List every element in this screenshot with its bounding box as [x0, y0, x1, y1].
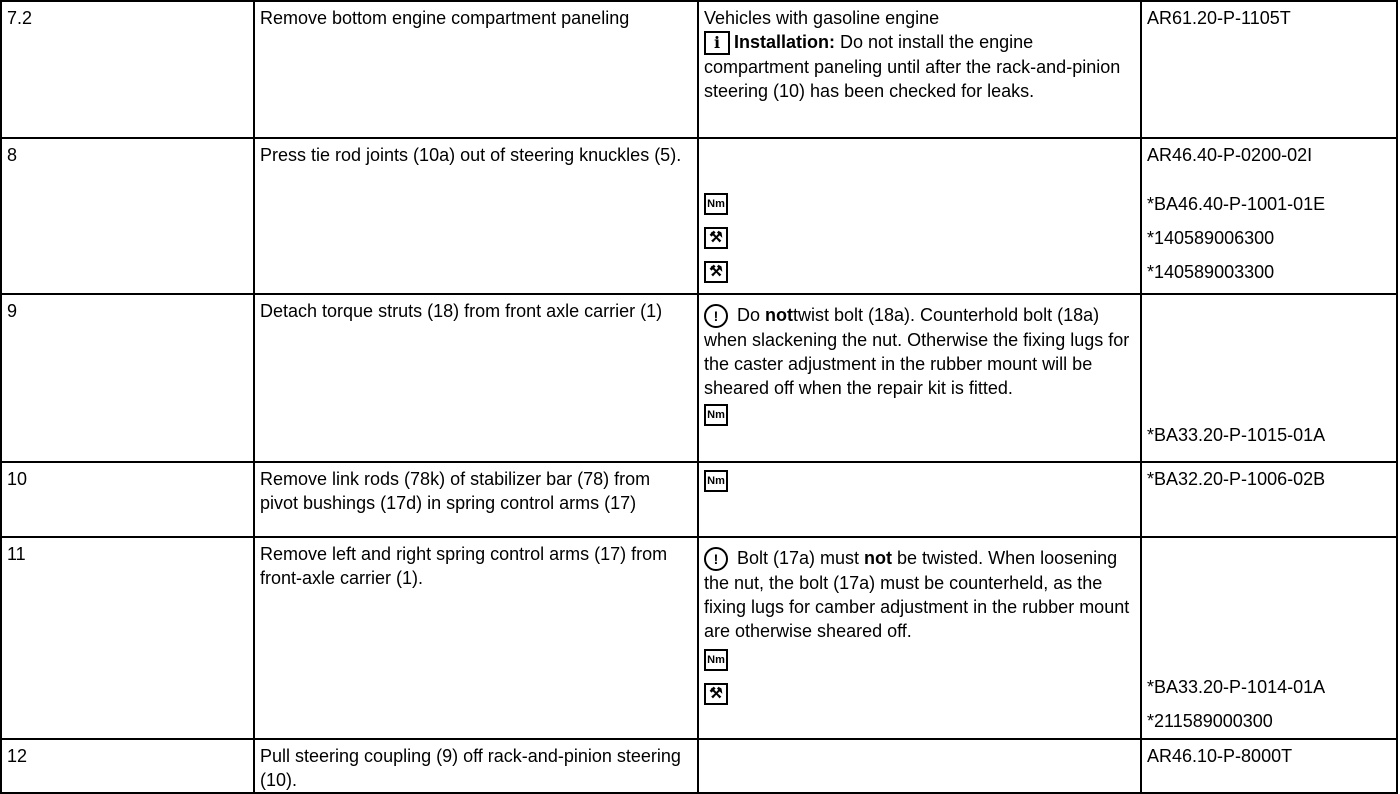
tool-reference[interactable]: *140589003300 — [1147, 262, 1275, 282]
torque-icon: Nm — [704, 649, 728, 671]
warning-icon: ! — [704, 547, 728, 571]
step-reference — [1141, 138, 1397, 294]
step-action: Press tie rod joints (10a) out of steering knuckles (5). — [254, 138, 698, 294]
step-reference[interactable]: *BA32.20-P-1006-02B — [1141, 462, 1397, 537]
table-row — [1, 138, 1397, 294]
reference-link[interactable]: AR46.40-P-0200-02I — [1147, 145, 1313, 165]
note-title: Vehicles with gasoline engine — [704, 8, 940, 28]
note-label: Installation: — [734, 32, 836, 52]
step-reference — [1141, 294, 1397, 462]
step-action: Remove link rods (78k) of stabilizer bar (78) from pivot bushings (17d) in spring control arms (17) — [254, 462, 698, 537]
table-row — [1, 739, 1397, 793]
step-notes — [698, 138, 1141, 294]
step-reference[interactable]: AR46.10-P-8000T — [1141, 739, 1397, 793]
step-notes — [698, 1, 1141, 138]
tool-icon: ⚒ — [704, 227, 728, 249]
step-action: Pull steering coupling (9) off rack-and-pinion steering (10). — [254, 739, 698, 793]
step-reference — [1141, 537, 1397, 739]
warning-note: ! Do nottwist bolt (18a). Counterhold bolt (18a) when slackening the nut. Otherwise the fixing lugs for the caster adjustment in the rubber mount will be sheared off when the repair kit is fitted. — [704, 305, 1130, 398]
step-number: 7.2 — [1, 1, 254, 138]
step-number: 9 — [1, 294, 254, 462]
installation-note — [704, 30, 1136, 103]
step-notes — [698, 462, 1141, 537]
step-notes — [698, 294, 1141, 462]
table-row — [1, 294, 1397, 462]
torque-reference[interactable]: *BA46.40-P-1001-01E — [1147, 194, 1326, 214]
tool-reference[interactable]: *211589000300 — [1147, 711, 1273, 731]
torque-icon: Nm — [704, 404, 728, 426]
table-row — [1, 537, 1397, 739]
step-number: 10 — [1, 462, 254, 537]
warning-icon: ! — [704, 304, 728, 328]
torque-reference[interactable]: *BA33.20-P-1015-01A — [1147, 425, 1326, 445]
step-action: Detach torque struts (18) from front axle carrier (1) — [254, 294, 698, 462]
tool-icon: ⚒ — [704, 261, 728, 283]
tool-reference[interactable]: *140589006300 — [1147, 228, 1275, 248]
step-number: 11 — [1, 537, 254, 739]
table-row — [1, 1, 1397, 138]
info-icon: i — [704, 31, 730, 55]
note-text: Do not install the engine compartment paneling until after the rack-and-pinion steering (10) has been checked for leaks. — [704, 32, 1121, 101]
step-number: 8 — [1, 138, 254, 294]
torque-icon: Nm — [704, 470, 728, 492]
tool-icon: ⚒ — [704, 683, 728, 705]
step-reference[interactable]: AR61.20-P-1105T — [1141, 1, 1397, 138]
step-number: 12 — [1, 739, 254, 793]
step-notes — [698, 537, 1141, 739]
step-action: Remove left and right spring control arms (17) from front-axle carrier (1). — [254, 537, 698, 739]
step-notes — [698, 739, 1141, 793]
torque-icon: Nm — [704, 193, 728, 215]
torque-reference[interactable]: *BA33.20-P-1014-01A — [1147, 677, 1326, 697]
step-action: Remove bottom engine compartment paneling — [254, 1, 698, 138]
warning-note: ! Bolt (17a) must not be twisted. When loosening the nut, the bolt (17a) must be counterheld, as the fixing lugs for camber adjustment in the rubber mount are otherwise sheared off. — [704, 548, 1130, 641]
table-row — [1, 462, 1397, 537]
